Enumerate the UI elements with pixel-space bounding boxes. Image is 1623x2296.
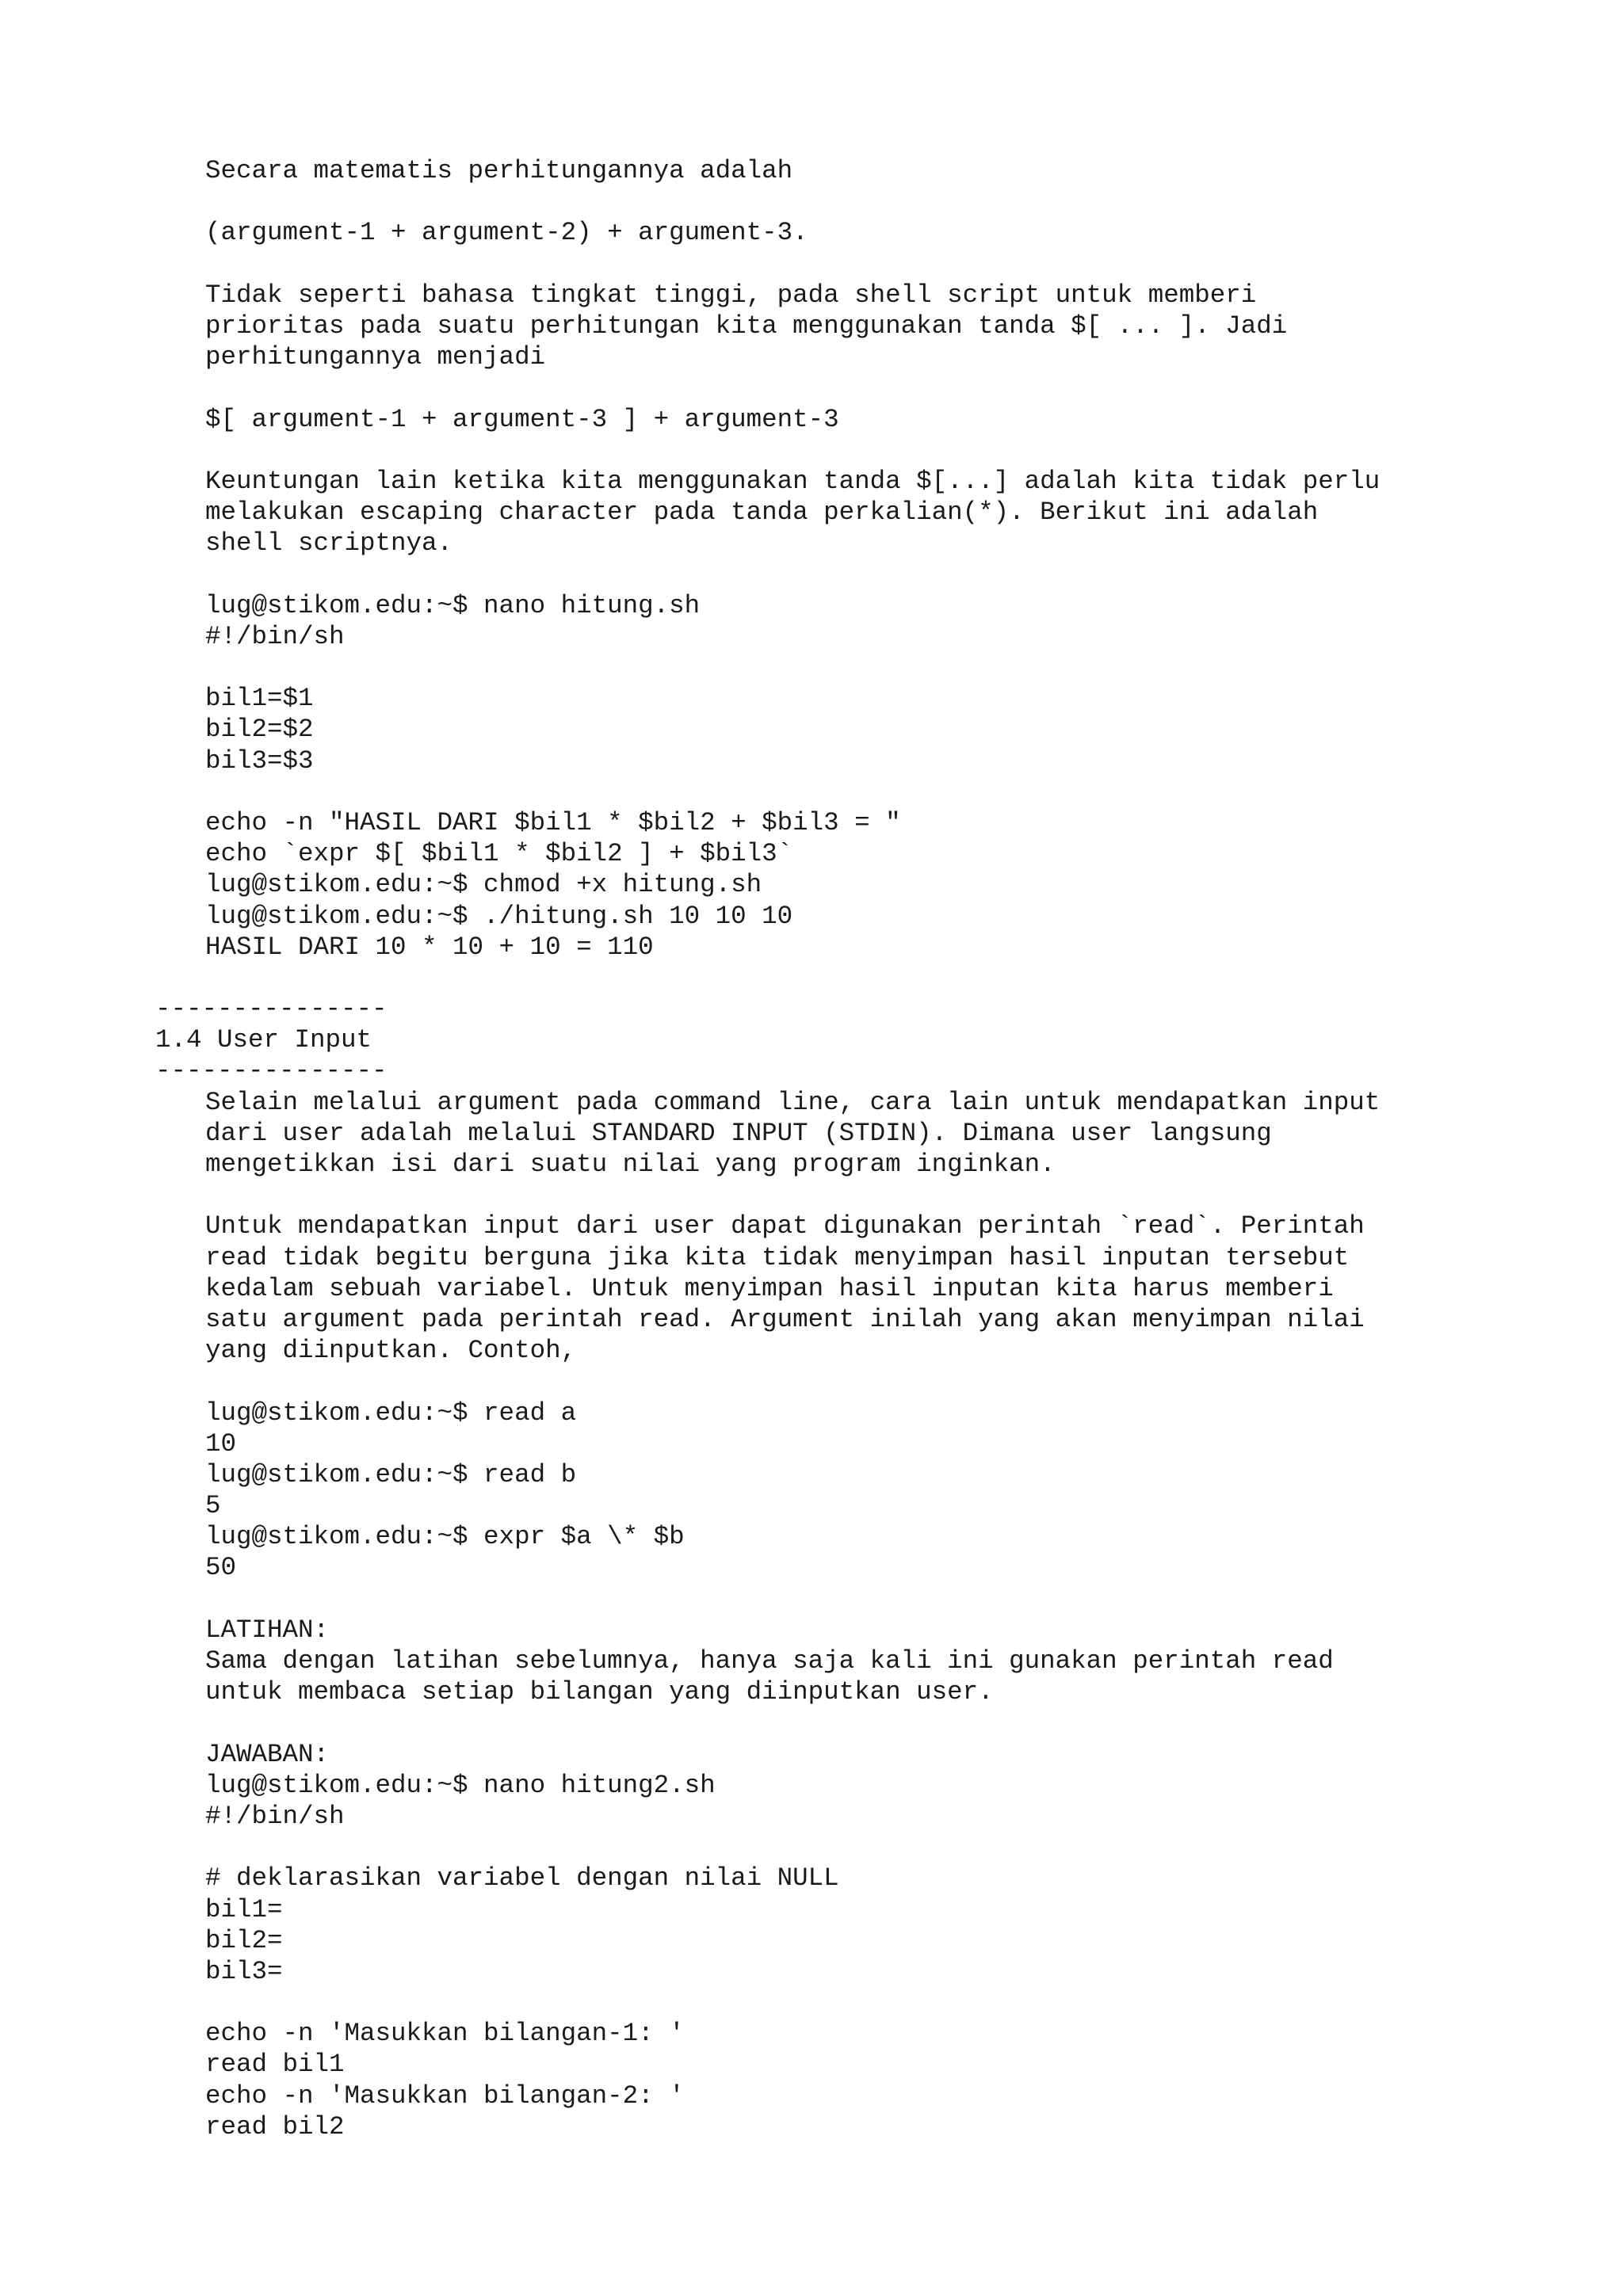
section-heading: 1.4 User Input: [155, 1025, 372, 1055]
document-body: [0, 155, 1623, 2142]
text-line: untuk membaca setiap bilangan yang diinputkan user.: [205, 1677, 994, 1707]
section-rule: ---------------: [155, 994, 388, 1024]
text-line: Secara matematis perhitungannya adalah: [205, 156, 793, 185]
text-line: read tidak begitu berguna jika kita tidak menyimpan hasil inputan tersebut: [205, 1242, 1350, 1272]
text-line: yang diinputkan. Contoh,: [205, 1336, 577, 1366]
text-line: shell scriptnya.: [205, 528, 453, 559]
blank-line: [0, 1180, 1623, 1211]
text-line: prioritas pada suatu perhitungan kita menggunakan tanda $[ ... ]. Jadi: [205, 311, 1288, 341]
blank-line: [0, 1584, 1623, 1615]
text-line: Tidak seperti bahasa tingkat tinggi, pada shell script untuk memberi: [205, 280, 1257, 310]
text-line: perhitungannya menjadi: [205, 342, 546, 372]
terminal-command-line: lug@stikom.edu:~$ ./hitung.sh 10 10 10: [205, 901, 793, 931]
text-line: echo `expr $[ $bil1 * $bil2 ] + $bil3`: [205, 839, 793, 869]
terminal-command-line: lug@stikom.edu:~$ chmod +x hitung.sh: [205, 870, 762, 900]
text-line: bil2=: [205, 1925, 283, 1955]
text-line: read bil2: [205, 2111, 345, 2142]
section-rule: ---------------: [155, 1056, 388, 1086]
terminal-command-line: lug@stikom.edu:~$ nano hitung2.sh: [205, 1770, 716, 1800]
text-line: echo -n 'Masukkan bilangan-1: ': [205, 2019, 685, 2049]
text-line: Selain melalui argument pada command line, cara lain untuk mendapatkan input: [205, 1087, 1381, 1117]
terminal-command-line: lug@stikom.edu:~$ expr $a \* $b: [205, 1522, 685, 1552]
text-line: #!/bin/sh: [205, 621, 345, 651]
terminal-command-line: lug@stikom.edu:~$ read a: [205, 1398, 577, 1428]
text-line: (argument-1 + argument-2) + argument-3.: [205, 218, 808, 248]
terminal-command-line: lug@stikom.edu:~$ nano hitung.sh: [205, 590, 701, 620]
text-line: bil1=$1: [205, 684, 314, 714]
text-line: melakukan escaping character pada tanda perkalian(*). Berikut ini adalah: [205, 498, 1319, 528]
text-line: # deklarasikan variabel dengan nilai NULL: [205, 1863, 839, 1894]
text-line: echo -n "HASIL DARI $bil1 * $bil2 + $bil3 = ": [205, 807, 901, 837]
blank-line: [0, 435, 1623, 466]
blank-line: [0, 559, 1623, 589]
text-line: #!/bin/sh: [205, 1801, 345, 1831]
text-line: JAWABAN:: [205, 1739, 330, 1769]
blank-line: [0, 249, 1623, 280]
blank-line: [0, 372, 1623, 403]
text-line: satu argument pada perintah read. Argument inilah yang akan menyimpan nilai: [205, 1304, 1365, 1334]
blank-line: [0, 186, 1623, 217]
text-line: HASIL DARI 10 * 10 + 10 = 110: [205, 932, 654, 962]
text-line: LATIHAN:: [205, 1615, 330, 1645]
text-line: Untuk mendapatkan input dari user dapat digunakan perintah `read`. Perintah: [205, 1211, 1365, 1241]
text-line: 50: [205, 1553, 237, 1583]
text-line: mengetikkan isi dari suatu nilai yang program inginkan.: [205, 1150, 1056, 1179]
text-line: 5: [205, 1491, 221, 1521]
text-line: bil1=: [205, 1894, 283, 1924]
blank-line: [0, 963, 1623, 994]
blank-line: [0, 652, 1623, 683]
text-line: $[ argument-1 + argument-3 ] + argument-3: [205, 404, 839, 434]
blank-line: [0, 1832, 1623, 1863]
blank-line: [0, 1707, 1623, 1738]
blank-line: [0, 776, 1623, 807]
blank-line: [0, 1987, 1623, 2018]
text-line: echo -n 'Masukkan bilangan-2: ': [205, 2081, 685, 2111]
blank-line: [0, 1366, 1623, 1397]
text-line: kedalam sebuah variabel. Untuk menyimpan hasil inputan kita harus memberi: [205, 1273, 1334, 1303]
terminal-command-line: lug@stikom.edu:~$ read b: [205, 1459, 577, 1489]
text-line: bil3=$3: [205, 746, 314, 776]
text-line: 10: [205, 1428, 237, 1459]
text-line: Sama dengan latihan sebelumnya, hanya saja kali ini gunakan perintah read: [205, 1646, 1334, 1676]
text-line: read bil1: [205, 2050, 345, 2080]
text-line: Keuntungan lain ketika kita menggunakan tanda $[...] adalah kita tidak perlu: [205, 466, 1381, 496]
text-line: dari user adalah melalui STANDARD INPUT (STDIN). Dimana user langsung: [205, 1118, 1272, 1148]
text-line: bil3=: [205, 1956, 283, 1986]
text-line: bil2=$2: [205, 715, 314, 745]
